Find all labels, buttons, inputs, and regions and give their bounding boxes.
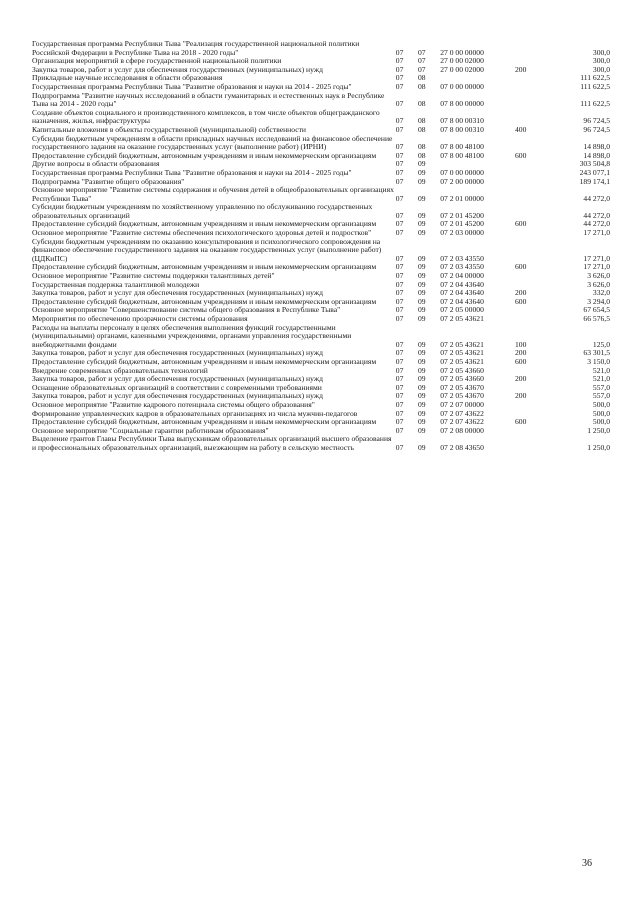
amount: 521,0 [592,374,610,384]
section-code: 07 [395,271,404,281]
expense-type-code [515,160,553,169]
target-article-code: 07 2 04 43640 [440,288,484,298]
expense-name: Организация мероприятий в сфере государственной национальной политики [32,56,282,66]
target-article-code: 07 8 00 48100 [440,142,484,152]
expense-name: Государственная программа Республики Тыва "Реализация государственной национальной политики Российской Федерации в Республике Тыва на 2018 - 2020 годы" [32,39,360,57]
target-article-code: 07 2 05 43660 [440,365,484,375]
amount: 3 626,0 [587,279,610,289]
target-article-code: 27 0 00 02000 [440,56,484,66]
section-code: 07 [395,47,404,57]
expense-type-code: 600 [514,417,527,427]
section-code: 07 [395,142,404,152]
subsection-code: 09 [417,374,426,384]
amount: 66 576,5 [583,314,610,323]
expense-name: Создание объектов социального и производственного комплексов, в том числе объектов общегражданского назначения, жилья, инфраструктуры [32,107,380,126]
amount: 3 294,0 [587,296,610,306]
expense-type-code [515,40,553,57]
expense-type-code [515,178,553,187]
expense-type-code: 200 [514,374,527,384]
expense-type-code [515,74,553,83]
subsection-code: 09 [417,391,426,401]
expense-name: Выделение грантов Главы Республики Тыва выпускникам образовательных организаций высшего образования и профессиональных образовательных организаций, выезжающим на работу в сельскую местность [32,434,392,452]
section-code: 07 [395,279,404,289]
expense-type-code: 200 [514,288,527,298]
amount: 63 301,5 [583,348,610,358]
target-article-code: 07 2 05 43621 [440,339,484,349]
amount: 44 272,0 [583,219,610,229]
section-code: 07 [395,365,404,375]
expense-name: Подпрограмма "Развитие научных исследований в области гуманитарных и естественных наук в Республике Тыва на 2014 - 2020 годы" [32,90,385,109]
expense-type-code [515,238,553,264]
amount: 96 724,5 [583,124,610,134]
amount: 303 504,8 [579,159,610,169]
expense-type-code: 200 [514,64,527,74]
amount: 14 898,0 [583,150,610,160]
amount: 500,0 [592,399,610,409]
expense-name: Основное мероприятие "Развитие системы поддержки талантливых детей" [32,271,275,281]
subsection-code: 09 [417,399,426,409]
expense-type-code: 400 [514,124,527,134]
table-row [32,92,610,109]
target-article-code: 07 2 03 43550 [440,262,484,272]
table-row [32,135,610,152]
subsection-code: 09 [417,417,426,427]
expense-type-code: 100 [514,339,527,349]
target-article-code: 27 0 00 00000 [440,47,484,57]
target-article-code: 27 0 00 02000 [440,64,484,74]
subsection-code: 09 [417,262,426,272]
expense-name: Субсидии бюджетным учреждениям по хозяйственному управлению по обслуживанию государственных образовательных организаций [32,202,373,220]
expense-type-code [515,169,553,178]
section-code: 07 [395,374,404,384]
expense-name: Основное мероприятие "Социальные гарантии работникам образования" [32,425,269,435]
expense-name: Закупка товаров, работ и услуг для обеспечения государственных (муниципальных) нужд [32,288,323,298]
amount: 300,0 [592,56,610,66]
table-row [32,203,610,220]
section-code: 07 [395,262,404,272]
section-code: 07 [395,150,404,160]
target-article-code: 07 2 01 45200 [440,210,484,220]
section-code: 07 [395,408,404,418]
expense-type-code [515,306,553,315]
target-article-code: 07 2 05 43621 [440,314,484,323]
expense-name: Предоставление субсидий бюджетным, автономным учреждениям и иным некоммерческим организациям [32,296,377,306]
expense-type-code: 600 [514,150,527,160]
subsection-code: 09 [417,228,426,238]
expense-type-code: 600 [514,296,527,306]
section-code: 07 [395,382,404,392]
section-code: 07 [395,124,404,134]
target-article-code: 07 8 00 00310 [440,116,484,126]
subsection-code: 09 [417,271,426,281]
section-code: 07 [395,219,404,229]
amount: 17 271,0 [583,262,610,272]
section-code: 07 [395,193,404,203]
subsection-code: 09 [417,442,426,452]
section-code: 07 [395,210,404,220]
subsection-code: 08 [417,116,426,126]
expense-type-code [515,229,553,238]
subsection-code: 07 [417,64,426,74]
section-code: 07 [395,391,404,401]
subsection-code: 09 [417,339,426,349]
section-code: 07 [395,288,404,298]
amount: 17 271,0 [583,228,610,238]
table-row [32,238,610,264]
expense-name: Основное мероприятие "Развитие системы обеспечения психологического здоровья детей и подростков" [32,228,372,238]
expense-name: Капитальные вложения в объекты государственной (муниципальной) собственности [32,124,306,134]
amount: 96 724,5 [583,116,610,126]
target-article-code: 07 8 00 00000 [440,99,484,109]
subsection-code: 09 [417,348,426,358]
expense-name: Подпрограмма "Развитие общего образования" [32,176,185,186]
expense-name: Закупка товаров, работ и услуг для обеспечения государственных (муниципальных) нужд [32,64,323,74]
expense-type-code [515,315,553,324]
target-article-code: 07 2 07 00000 [440,399,484,409]
subsection-code: 08 [417,150,426,160]
expense-name: Внедрение современных образовательных технологий [32,365,208,375]
section-code: 07 [395,116,404,126]
budget-table-body [32,40,610,453]
subsection-code: 09 [417,219,426,229]
target-article-code: 07 0 00 00000 [440,167,484,177]
expense-type-code [515,109,553,126]
expense-name: Закупка товаров, работ и услуг для обеспечения государственных (муниципальных) нужд [32,374,323,384]
expense-name: Другие вопросы в области образования [32,159,160,169]
expense-name: Предоставление субсидий бюджетным, автономным учреждениям и иным некоммерческим организациям [32,417,377,427]
amount: 521,0 [592,365,610,375]
subsection-code: 08 [417,99,426,109]
subsection-code: 09 [417,167,426,177]
amount: 557,0 [592,391,610,401]
expense-name: Субсидии бюджетным учреждениям по оказанию консультирования и психологического сопровождения на финансовое обеспечение государственного задания на оказание государственных услуг (выполнение работ) (ЦДКиПС) [32,236,382,263]
section-code: 07 [395,81,404,91]
subsection-code: 09 [417,288,426,298]
section-code: 07 [395,253,404,263]
expense-type-code [515,203,553,220]
amount: 500,0 [592,408,610,418]
amount: 111 622,5 [580,73,610,83]
amount: 1 250,0 [587,425,610,435]
expense-name: Основное мероприятие "Развитие системы содержания и обучения детей в общеобразовательных организациях Республики Тыва" [32,185,394,203]
target-article-code: 07 2 01 00000 [440,193,484,203]
expense-type-code [515,92,553,109]
expense-name: Формирование управленческих кадров в образовательных организациях из числа мужчин-педагогов [32,408,358,418]
amount: 557,0 [592,382,610,392]
amount: 44 272,0 [583,193,610,203]
section-code: 07 [395,73,404,83]
amount: 332,0 [592,288,610,298]
target-article-code: 07 2 04 43640 [440,296,484,306]
expense-name: Субсидии бюджетным учреждениям в области прикладных научных исследований на финансовое обеспечение государственного задания на оказание государственных услуг (выполнение работ) (ИРНИ) [32,133,393,152]
target-article-code: 07 2 05 43621 [440,348,484,358]
expense-name: Основное мероприятие "Совершенствование системы общего образования в Республике Тыва" [32,305,341,315]
subsection-code: 09 [417,408,426,418]
target-article-code: 07 2 07 43622 [440,408,484,418]
subsection-code: 09 [417,305,426,315]
expense-type-code [515,186,553,203]
subsection-code: 09 [417,382,426,392]
subsection-code: 09 [417,356,426,366]
expense-name: Основное мероприятие "Развитие кадрового потенциала системы общего образования" [32,399,315,409]
amount: 67 654,5 [583,305,610,315]
section-code: 07 [395,228,404,238]
target-article-code: 07 2 08 00000 [440,425,484,435]
section-code: 07 [395,64,404,74]
amount: 300,0 [592,47,610,57]
subsection-code: 09 [417,365,426,375]
subsection-code: 08 [417,142,426,152]
amount: 111 622,5 [580,81,610,91]
subsection-code: 08 [417,73,426,83]
target-article-code: 07 2 05 43621 [440,356,484,366]
subsection-code: 07 [417,56,426,66]
expense-name: Государственная программа Республики Тыва "Развитие образования и науки на 2014 - 2025 годы" [32,167,352,177]
expense-name: Предоставление субсидий бюджетным, автономным учреждениям и иным некоммерческим организациям [32,219,377,229]
table-row [32,435,610,452]
subsection-code: 08 [417,81,426,91]
subsection-code: 09 [417,176,426,186]
amount: 300,0 [592,64,610,74]
table-row [32,40,610,57]
subsection-code: 09 [417,296,426,306]
amount: 500,0 [592,417,610,427]
section-code: 07 [395,425,404,435]
amount: 17 271,0 [583,253,610,263]
section-code: 07 [395,356,404,366]
subsection-code: 07 [417,47,426,57]
section-code: 07 [395,314,404,323]
amount: 3 150,0 [587,356,610,366]
target-article-code: 07 8 00 00310 [440,124,484,134]
target-article-code: 07 2 05 43660 [440,374,484,384]
section-code: 07 [395,167,404,177]
section-code: 07 [395,348,404,358]
expense-name: Прикладные научные исследования в области образования [32,73,223,83]
target-article-code: 07 2 08 43650 [440,442,484,452]
section-code: 07 [395,176,404,186]
target-article-code: 07 2 05 43670 [440,391,484,401]
amount: 3 626,0 [587,271,610,281]
subsection-code: 09 [417,159,426,169]
target-article-code: 07 2 04 43640 [440,279,484,289]
expense-name: Закупка товаров, работ и услуг для обеспечения государственных (муниципальных) нужд [32,348,323,358]
expense-type-code: 200 [514,348,527,358]
expense-name: Оснащение образовательных организаций в соответствии с современными требованиями [32,382,322,392]
amount: 1 250,0 [587,442,610,452]
target-article-code: 07 2 04 00000 [440,271,484,281]
expense-type-code [515,427,553,436]
section-code: 07 [395,159,404,169]
page-number: 36 [582,858,592,869]
target-article-code: 07 0 00 00000 [440,81,484,91]
subsection-code: 09 [417,314,426,323]
target-article-code: 07 2 03 43550 [440,253,484,263]
expense-name: Государственная поддержка талантливой молодежи [32,279,200,289]
expense-name: Предоставление субсидий бюджетным, автономным учреждениям и иным некоммерческим организациям [32,150,377,160]
target-article-code: 07 2 05 43670 [440,382,484,392]
expense-type-code [515,135,553,152]
expense-type-code [515,435,553,452]
expense-type-code [515,272,553,281]
amount: 111 622,5 [580,99,610,109]
amount: 125,0 [592,339,610,349]
amount: 189 174,1 [579,176,610,186]
subsection-code: 09 [417,253,426,263]
section-code: 07 [395,56,404,66]
expense-type-code: 600 [514,356,527,366]
target-article-code: 07 2 00 00000 [440,176,484,186]
target-article-code: 07 2 05 00000 [440,305,484,315]
subsection-code: 09 [417,193,426,203]
expense-name: Мероприятия по обеспечению прозрачности системы образования [32,314,248,323]
expense-type-code: 200 [514,391,527,401]
target-article-code: 07 2 01 45200 [440,219,484,229]
subsection-code: 09 [417,425,426,435]
target-article-code: 07 2 03 00000 [440,228,484,238]
expense-name: Расходы на выплаты персоналу в целях обеспечения выполнения функций государственными (муниципальными) органами, казенными учреждениями, органами управления государственными внебюджетными фондами [32,322,352,349]
expense-type-code [515,401,553,410]
subsection-code: 08 [417,124,426,134]
expense-name: Государственная программа Республики Тыва "Развитие образования и науки на 2014 - 2025 годы" [32,81,352,91]
table-row [32,324,610,350]
section-code: 07 [395,305,404,315]
expense-name: Закупка товаров, работ и услуг для обеспечения государственных (муниципальных) нужд [32,391,323,401]
expense-type-code [515,83,553,92]
budget-table [32,40,610,453]
amount: 243 077,1 [579,167,610,177]
amount: 14 898,0 [583,142,610,152]
expense-type-code: 600 [514,219,527,229]
expense-name: Предоставление субсидий бюджетным, автономным учреждениям и иным некоммерческим организациям [32,356,377,366]
section-code: 07 [395,296,404,306]
section-code: 07 [395,99,404,109]
subsection-code: 09 [417,210,426,220]
section-code: 07 [395,417,404,427]
subsection-code: 09 [417,279,426,289]
amount: 44 272,0 [583,210,610,220]
target-article-code: 07 8 00 48100 [440,150,484,160]
section-code: 07 [395,339,404,349]
table-row [32,186,610,203]
section-code: 07 [395,442,404,452]
table-row [32,109,610,126]
target-article-code: 07 2 07 43622 [440,417,484,427]
expense-type-code: 600 [514,262,527,272]
section-code: 07 [395,399,404,409]
expense-name: Предоставление субсидий бюджетным, автономным учреждениям и иным некоммерческим организациям [32,262,377,272]
